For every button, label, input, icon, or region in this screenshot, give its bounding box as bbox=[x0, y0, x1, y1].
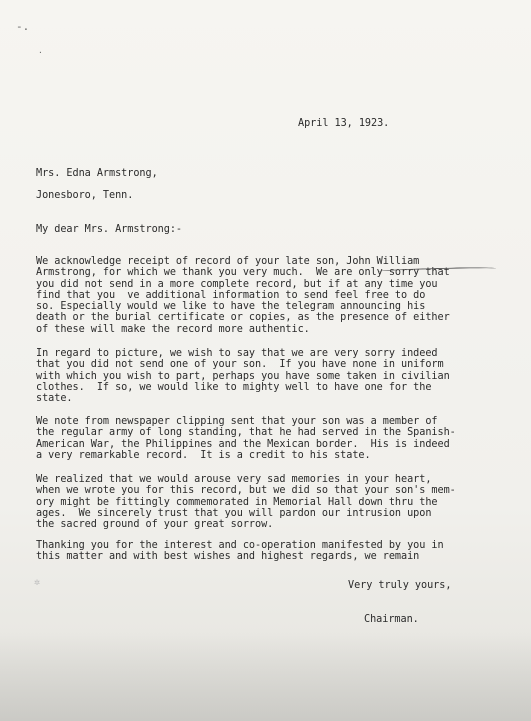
paragraph-record-receipt: We acknowledge receipt of record of your late son, John William Armstrong, for which we thank you very much. We are only sorry that you did not send in a more complete record, but if at any time you find that you ve additional information to send feel free to do so. Especially would we like to have the telegram announcing his death or the burial certificate or copies, as the presence of either of these will make the record more authentic. bbox=[36, 256, 450, 335]
letter-date: April 13, 1923. bbox=[298, 118, 390, 129]
corner-dot: . bbox=[38, 46, 43, 55]
recipient-name: Mrs. Edna Armstrong, bbox=[36, 168, 158, 179]
closing: Very truly yours, bbox=[348, 580, 452, 591]
corner-mark: -. bbox=[16, 20, 30, 33]
paragraph-memories: We realized that we would arouse very sad memories in your heart, when we wrote you for this record, but we did so that your son's mem- ory might be fittingly commemorated in Memorial Hall down thru the ages. We sincerely trust that you will pardon our intrusion upon the sacred ground of your great sorrow. bbox=[36, 474, 456, 531]
faint-stamp-icon: ✲ bbox=[34, 577, 41, 588]
paragraph-thanks: Thanking you for the interest and co-operation manifested by you in this matter and with best wishes and highest regards, we remain bbox=[36, 540, 444, 563]
paragraph-service: We note from newspaper clipping sent that your son was a member of the regular army of long standing, that he had served in the Spanish- American War, the Philippines and the Mexican border. His is indeed a very remarkable record. It is a credit to his state. bbox=[36, 416, 456, 461]
signature-title: Chairman. bbox=[364, 614, 419, 625]
paragraph-picture: In regard to picture, we wish to say that we are very sorry indeed that you did not send one of your son. If you have none in uniform with which you wish to part, perhaps you have some taken in civilian clothes. If so, we would like to mighty well to have one for the state. bbox=[36, 348, 450, 405]
salutation: My dear Mrs. Armstrong:- bbox=[36, 224, 183, 235]
recipient-city: Jonesboro, Tenn. bbox=[36, 190, 134, 201]
